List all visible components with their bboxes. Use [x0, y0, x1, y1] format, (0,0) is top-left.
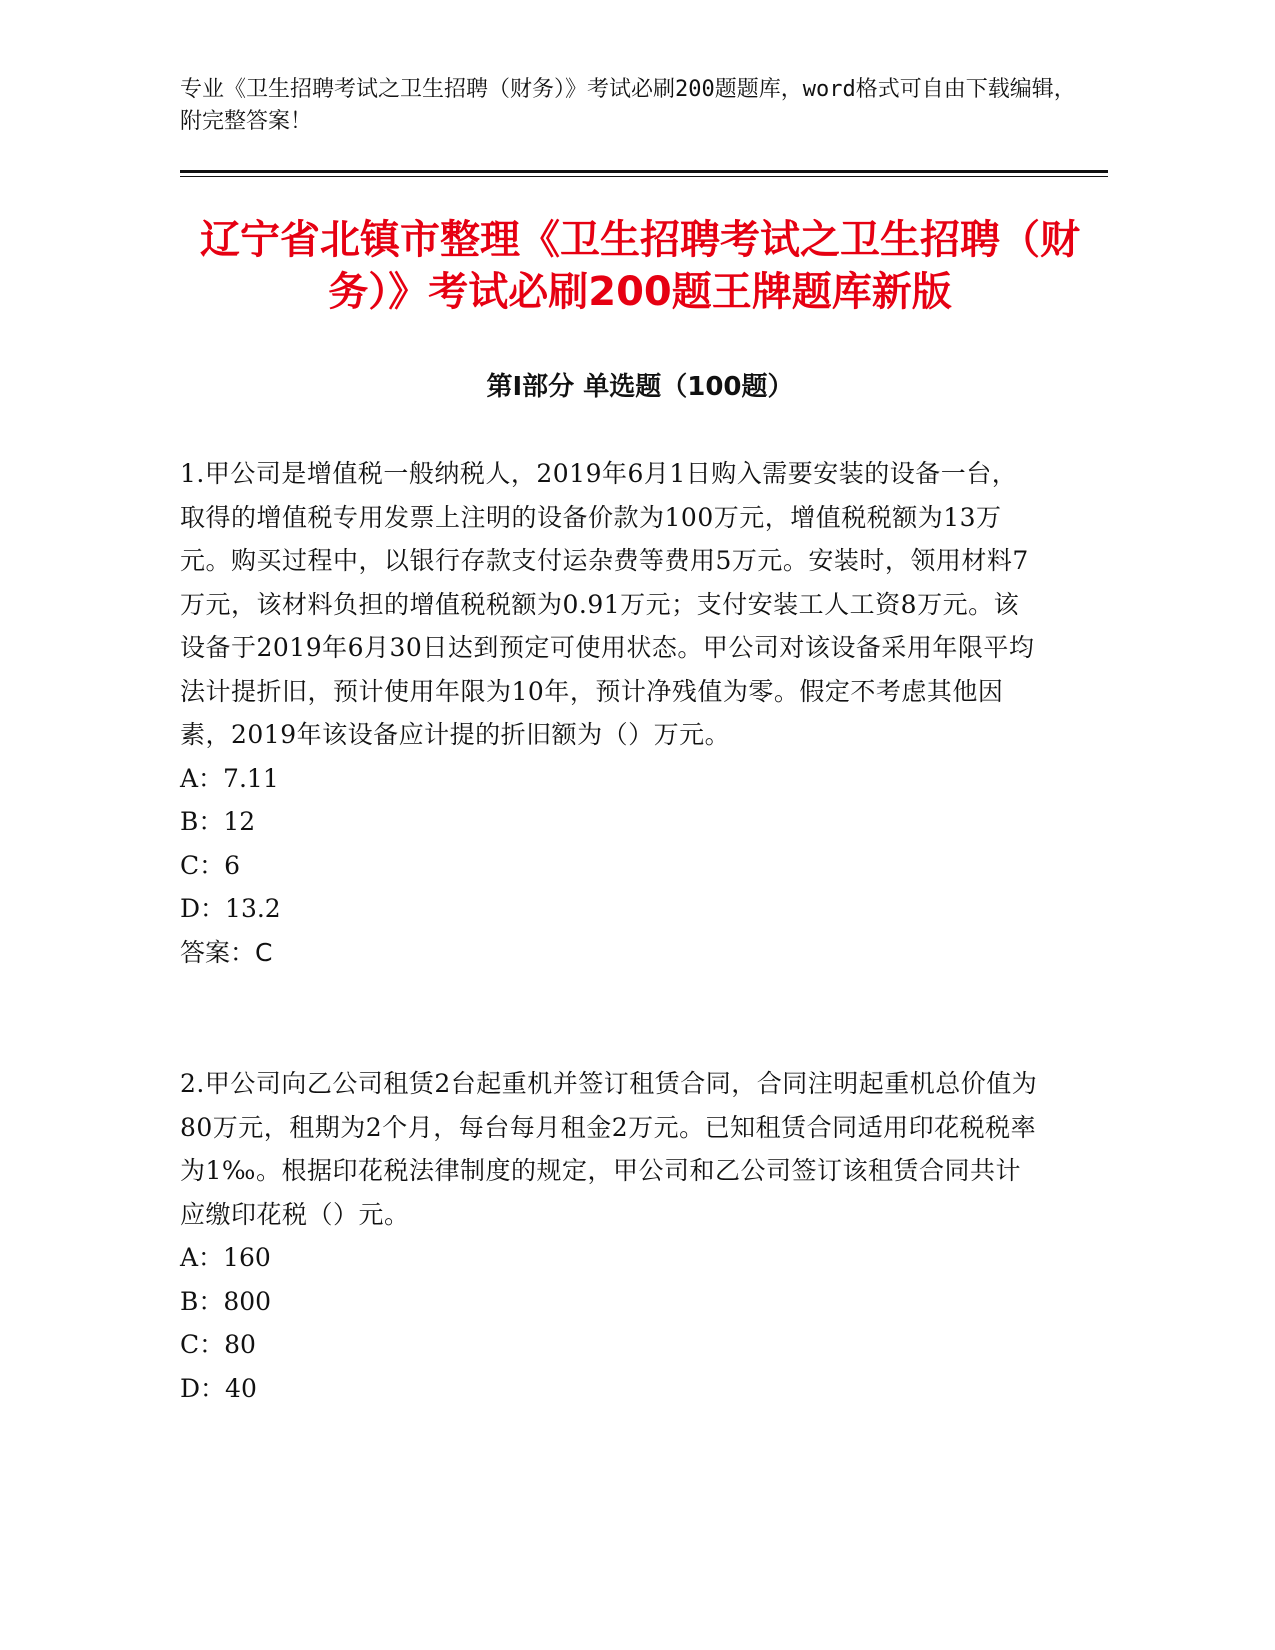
- question-stem: 2.甲公司向乙公司租赁2台起重机并签订租赁合同，合同注明起重机总价值为80万元，租期为2个月，每台每月租金2万元。已知租赁合同适用印花税税率为1‰。根据印花税法律制度的规定，甲公司和乙公司签订该租赁合同共计应缴印花税（）元。: [180, 1069, 1038, 1229]
- option-b: B：12: [180, 807, 256, 836]
- question-1: [180, 452, 1040, 974]
- option-d: D：13.2: [180, 894, 281, 923]
- header-rule-thin: [180, 176, 1108, 177]
- section-title: 第I部分 单选题（100题）: [486, 372, 794, 402]
- document-title: 辽宁省北镇市整理《卫生招聘考试之卫生招聘（财务）》考试必刷200题王牌题库新版: [200, 217, 1080, 315]
- option-b: B：800: [180, 1286, 272, 1316]
- option-c: C：6: [180, 850, 241, 880]
- option-a: A：160: [180, 1243, 271, 1272]
- option-a: A：7.11: [180, 763, 279, 793]
- header-rule-thick: [180, 170, 1108, 173]
- option-c: C：80: [180, 1330, 256, 1359]
- question-2: [180, 1062, 1040, 1410]
- answer-label: 答案：C: [180, 937, 273, 967]
- option-d: D：40: [180, 1373, 257, 1403]
- header-note: 专业《卫生招聘考试之卫生招聘（财务）》考试必刷200题题库，word格式可自由下载编辑，附完整答案！: [180, 77, 1076, 134]
- question-stem: 1.甲公司是增值税一般纳税人，2019年6月1日购入需要安装的设备一台，取得的增值税专用发票上注明的设备价款为100万元，增值税税额为13万元。购买过程中，以银行存款支付运杂费等费用5万元。安装时，领用材料7万元，该材料负担的增值税税额为0.91万元；支付安装工人工资8万元。该设备于2019年6月30日达到预定可使用状态。甲公司对该设备采用年限平均法计提折旧，预计使用年限为10年，预计净残值为零。假定不考虑其他因素，2019年该设备应计提的折旧额为（）万元。: [180, 459, 1035, 749]
